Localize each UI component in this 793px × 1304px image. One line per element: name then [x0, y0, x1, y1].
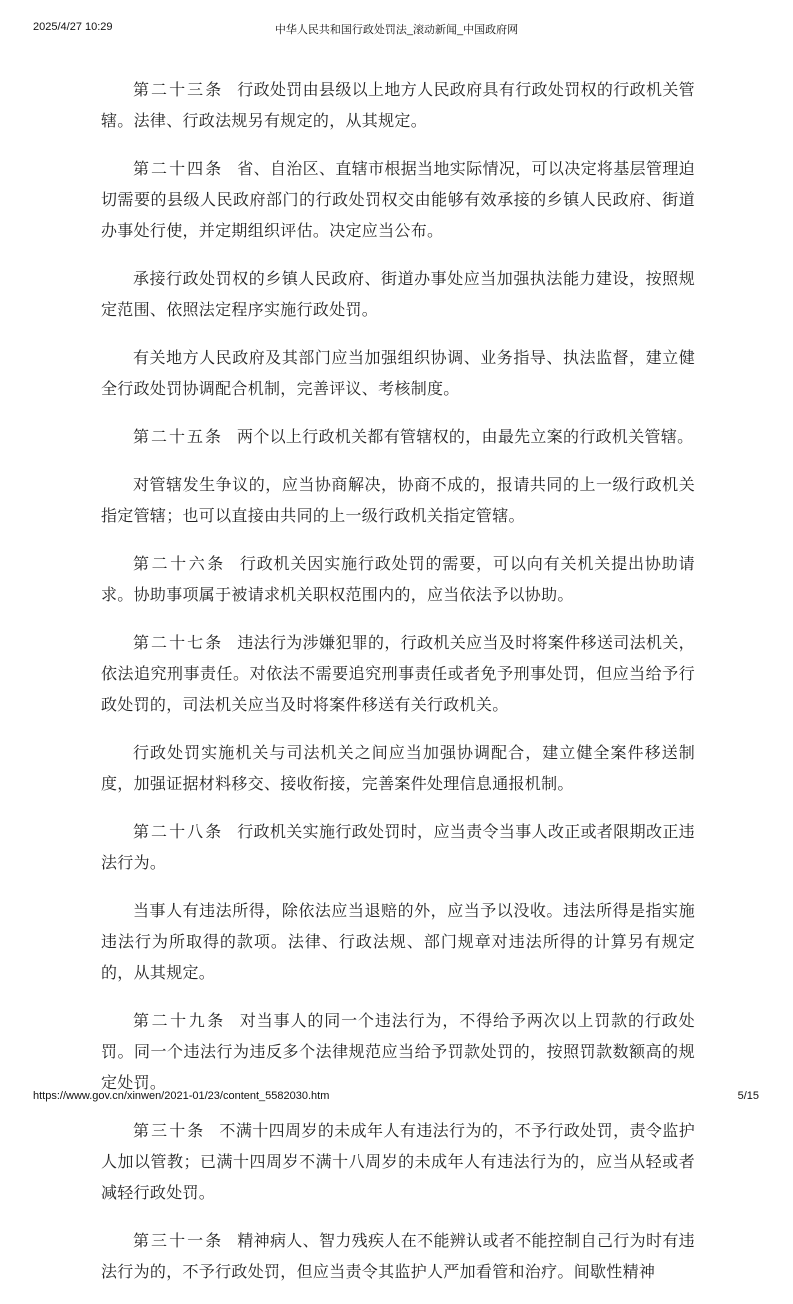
paragraph-article-26 — [101, 548, 695, 610]
paragraph — [101, 263, 695, 325]
paragraph-text: 两个以上行政机关都有管辖权的，由最先立案的行政机关管辖。 — [237, 427, 694, 446]
article-number: 第二十八条 — [133, 822, 224, 841]
paragraph — [101, 737, 695, 799]
paragraph-text: 违法行为涉嫌犯罪的，行政机关应当及时将案件移送司法机关，依法追究刑事责任。对依法不需要追究刑事责任或者免予刑事处罚，但应当给予行政处罚的，司法机关应当及时将案件移送有关行政机关。 — [101, 633, 695, 714]
paragraph-text: 行政处罚由县级以上地方人民政府具有行政处罚权的行政机关管辖。法律、行政法规另有规定的，从其规定。 — [101, 80, 695, 130]
page-url-link[interactable]: https://www.gov.cn/xinwen/2021-01/23/content_5582030.htm — [33, 1090, 330, 1102]
article-number: 第二十九条 — [133, 1011, 226, 1030]
paragraph-article-25 — [101, 421, 695, 452]
page-number: 5/15 — [737, 1090, 759, 1102]
page-header — [0, 21, 793, 37]
article-number: 第二十三条 — [133, 80, 224, 99]
print-datetime: 2025/4/27 10:29 — [33, 21, 113, 33]
article-number: 第三十条 — [133, 1121, 206, 1140]
article-number: 第二十七条 — [133, 633, 224, 652]
page-footer — [0, 1090, 793, 1106]
paragraph-text: 有关地方人民政府及其部门应当加强组织协调、业务指导、执法监督，建立健全行政处罚协调配合机制，完善评议、考核制度。 — [101, 348, 695, 398]
paragraph-article-31 — [101, 1225, 695, 1287]
paragraph-text: 不满十四周岁的未成年人有违法行为的，不予行政处罚，责令监护人加以管教；已满十四周岁不满十八周岁的未成年人有违法行为的，应当从轻或者减轻行政处罚。 — [101, 1121, 695, 1202]
paragraph-text: 省、自治区、直辖市根据当地实际情况，可以决定将基层管理迫切需要的县级人民政府部门的行政处罚权交由能够有效承接的乡镇人民政府、街道办事处行使，并定期组织评估。决定应当公布。 — [101, 159, 695, 240]
paragraph-article-27 — [101, 627, 695, 720]
paragraph-text: 精神病人、智力残疾人在不能辨认或者不能控制自己行为时有违法行为的，不予行政处罚，但应当责令其监护人严加看管和治疗。间歇性精神 — [101, 1231, 695, 1281]
paragraph — [101, 895, 695, 988]
paragraph-article-23 — [101, 74, 695, 136]
document-body — [101, 74, 695, 1304]
article-number: 第二十六条 — [133, 554, 226, 573]
paragraph-article-30 — [101, 1115, 695, 1208]
paragraph-text: 行政处罚实施机关与司法机关之间应当加强协调配合，建立健全案件移送制度，加强证据材料移交、接收衔接，完善案件处理信息通报机制。 — [101, 743, 695, 793]
paragraph-text: 承接行政处罚权的乡镇人民政府、街道办事处应当加强执法能力建设，按照规定范围、依照法定程序实施行政处罚。 — [101, 269, 695, 319]
page-title: 中华人民共和国行政处罚法_滚动新闻_中国政府网 — [274, 24, 519, 36]
paragraph-article-24 — [101, 153, 695, 246]
paragraph — [101, 342, 695, 404]
article-number: 第二十四条 — [133, 159, 224, 178]
paragraph — [101, 469, 695, 531]
paragraph-text: 行政机关实施行政处罚时，应当责令当事人改正或者限期改正违法行为。 — [101, 822, 695, 872]
paragraph-text: 当事人有违法所得，除依法应当退赔的外，应当予以没收。违法所得是指实施违法行为所取得的款项。法律、行政法规、部门规章对违法所得的计算另有规定的，从其规定。 — [101, 901, 695, 982]
paragraph-text: 对当事人的同一个违法行为，不得给予两次以上罚款的行政处罚。同一个违法行为违反多个法律规范应当给予罚款处罚的，按照罚款数额高的规定处罚。 — [101, 1011, 695, 1092]
paragraph-article-28 — [101, 816, 695, 878]
article-number: 第三十一条 — [133, 1231, 224, 1250]
paragraph-article-29 — [101, 1005, 695, 1098]
article-number: 第二十五条 — [133, 427, 224, 446]
paragraph-text: 行政机关因实施行政处罚的需要，可以向有关机关提出协助请求。协助事项属于被请求机关职权范围内的，应当依法予以协助。 — [101, 554, 695, 604]
paragraph-text: 对管辖发生争议的，应当协商解决，协商不成的，报请共同的上一级行政机关指定管辖；也可以直接由共同的上一级行政机关指定管辖。 — [101, 475, 695, 525]
